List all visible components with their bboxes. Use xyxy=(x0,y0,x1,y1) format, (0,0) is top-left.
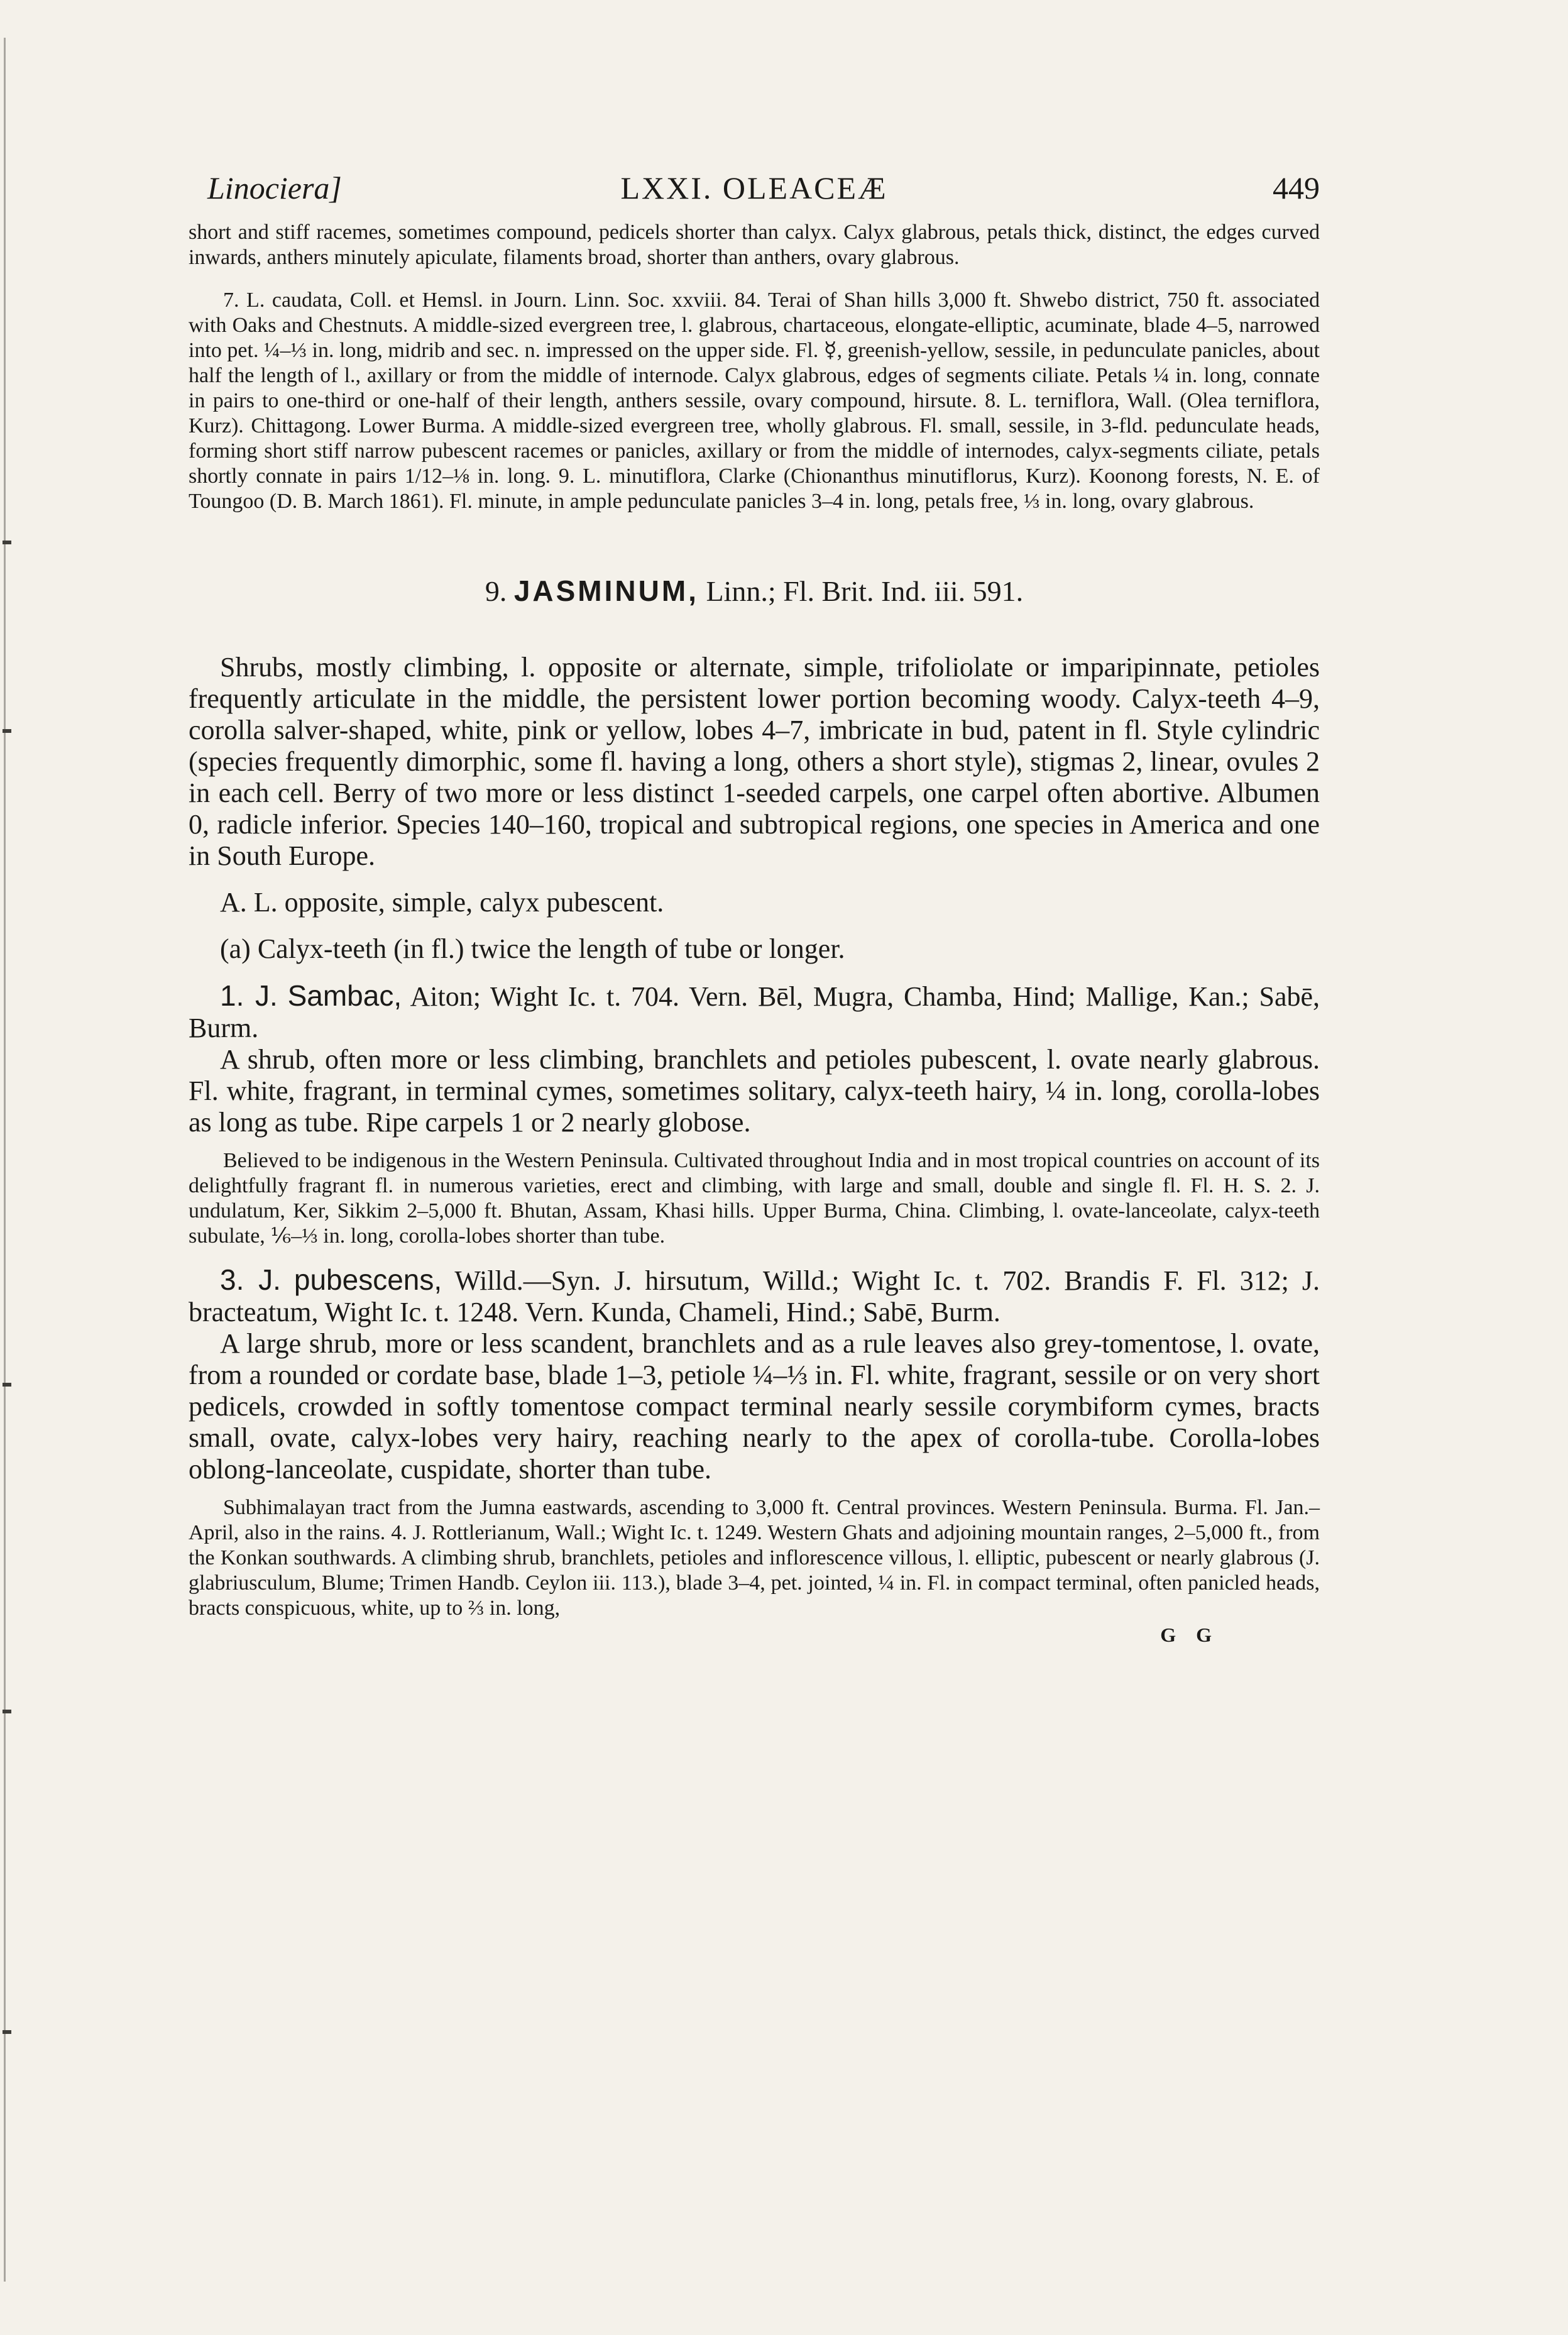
species-3-reference: Willd.—Syn. J. hirsutum, Willd.; Wight Ic. t. 702. Brandis F. Fl. 312; J. bracteatum, Wight Ic. t. 1248. Vern. Kunda, Chameli, Hind.; Sabē, Burm. xyxy=(189,1265,1320,1327)
book-page xyxy=(189,170,1320,1647)
page-number: 449 xyxy=(1273,170,1320,206)
species-3-number: 3. J. xyxy=(220,1263,281,1296)
genus-description: Shrubs, mostly climbing, l. opposite or alternate, simple, trifoliolate or imparipinnate, petioles frequently articulate in the middle, the persistent lower portion becoming woody. Calyx-teeth 4–9, corolla salver-shaped, white, pink or yellow, lobes 4–7, imbricate in bud, patent in fl. Style cylindric (species frequently dimorphic, some fl. having a long, others a short style), stigmas 2, linear, ovules 2 in each cell. Berry of two more or less distinct 1-seeded carpels, one carpel often abortive. Albumen 0, radicle inferior. Species 140–160, tropical and subtropical regions, one species in America and one in South Europe. xyxy=(189,652,1320,871)
genus-number: 9. xyxy=(485,575,507,607)
species-1-heading xyxy=(189,980,1320,1044)
species-3-name: pubescens, xyxy=(293,1263,442,1296)
species-1-reference: Aiton; Wight Ic. t. 704. Vern. Bēl, Mugra, Chamba, Hind; Mallige, Kan.; Sabē, Burm. xyxy=(189,981,1320,1043)
header-genus: Linociera] xyxy=(207,170,342,206)
continued-paragraph: short and stiff racemes, sometimes compound, pedicels shorter than calyx. Calyx glabrous, petals thick, distinct, the edges curved inwards, anthers minutely apiculate, filaments broad, shorter than anthers, ovary glabrous. xyxy=(189,221,1320,269)
page-edge-shadow xyxy=(4,38,6,2282)
page-edge-mark xyxy=(3,1710,11,1713)
page-edge-mark xyxy=(3,1383,11,1387)
species-notes-linociera: 7. L. caudata, Coll. et Hemsl. in Journ. Linn. Soc. xxviii. 84. Terai of Shan hills 3,000 ft. Shwebo district, 750 ft. associated with Oaks and Chestnuts. A middle-sized evergreen tree, l. glabrous, chartaceous, elongate-elliptic, acuminate, blade 4–5, narrowed into pet. ¼–⅓ in. long, midrib and sec. n. impressed on the upper side. Fl. ☿, greenish-yellow, sessile, in pedunculate panicles, about half the length of l., axillary or from the middle of internode. Calyx glabrous, edges of segments ciliate. Petals ¼ in. long, connate in pairs to one-third or one-half of their length, anthers sessile, ovary compound, hirsute. 8. L. terniflora, Wall. (Olea terniflora, Kurz). Chittagong. Lower Burma. A middle-sized evergreen tree, wholly glabrous. Fl. small, sessile, in 3-fld. pedunculate heads, forming short stiff narrow pubescent racemes or panicles, axillary or from the middle of internodes, calyx-segments ciliate, petals shortly connate in pairs 1/12–⅛ in. long. 9. L. minutiflora, Clarke (Chionanthus minutiflorus, Kurz). Koonong forests, N. E. of Toungoo (D. B. March 1861). Fl. minute, in ample pedunculate panicles 3–4 in. long, petals free, ⅓ in. long, ovary glabrous. xyxy=(189,288,1320,513)
species-1-description: A shrub, often more or less climbing, branchlets and petioles pubescent, l. ovate nearly glabrous. Fl. white, fragrant, in terminal cymes, sometimes solitary, calyx-teeth hairy, ¼ in. long, corolla-lobes as long as tube. Ripe carpels 1 or 2 nearly globose. xyxy=(189,1044,1320,1138)
species-3-distribution: Subhimalayan tract from the Jumna eastwards, ascending to 3,000 ft. Central provinces. Western Peninsula. Burma. Fl. Jan.–April, also in the rains. 4. J. Rottlerianum, Wall.; Wight Ic. t. 1249. Western Ghats and adjoining mountain ranges, 2–5,000 ft., from the Konkan southwards. A climbing shrub, branchlets, petioles and inflorescence villous, l. elliptic, pubescent or nearly glabrous (J. glabriusculum, Blume; Trimen Handb. Ceylon iii. 113.), blade 3–4, pet. jointed, ¼ in. Fl. in compact terminal, often panicled heads, bracts conspicuous, white, up to ⅔ in. long, xyxy=(189,1496,1320,1620)
page-edge-mark xyxy=(3,729,11,733)
genus-reference: Linn.; Fl. Brit. Ind. iii. 591. xyxy=(706,575,1024,607)
species-3-heading xyxy=(189,1264,1320,1328)
species-1-name: Sambac, xyxy=(287,979,402,1012)
species-1-number: 1. J. xyxy=(220,979,278,1012)
header-family: LXXI. OLEACEÆ xyxy=(620,170,888,206)
subsection-heading-a: (a) Calyx-teeth (in fl.) twice the length of tube or longer. xyxy=(220,933,845,964)
signature-mark: G G xyxy=(1160,1624,1219,1646)
running-header xyxy=(189,170,1320,220)
species-3-description: A large shrub, more or less scandent, branchlets and as a rule leaves also grey-tomentose, l. ovate, from a rounded or cordate base, blade 1–3, petiole ¼–⅓ in. Fl. white, fragrant, sessile or on very short pedicels, crowded in softly tomentose compact terminal nearly sessile corymbiform cymes, bracts small, ovate, calyx-lobes very hairy, reaching nearly to the apex of corolla-tube. Corolla-lobes oblong-lanceolate, cuspidate, shorter than tube. xyxy=(189,1328,1320,1485)
page-edge-mark xyxy=(3,541,11,544)
genus-heading xyxy=(189,574,1320,608)
section-heading-a: A. L. opposite, simple, calyx pubescent. xyxy=(220,887,664,918)
page-edge-mark xyxy=(3,2030,11,2034)
species-1-distribution: Believed to be indigenous in the Western Peninsula. Cultivated throughout India and in most tropical countries on account of its delightfully fragrant fl. in numerous varieties, erect and climbing, with large and small, double and single fl. Fl. H. S. 2. J. undulatum, Ker, Sikkim 2–5,000 ft. Bhutan, Assam, Khasi hills. Upper Burma, China. Climbing, l. ovate-lanceolate, calyx-teeth subulate, ⅙–⅓ in. long, corolla-lobes shorter than tube. xyxy=(189,1149,1320,1248)
genus-name: JASMINUM, xyxy=(513,574,699,607)
